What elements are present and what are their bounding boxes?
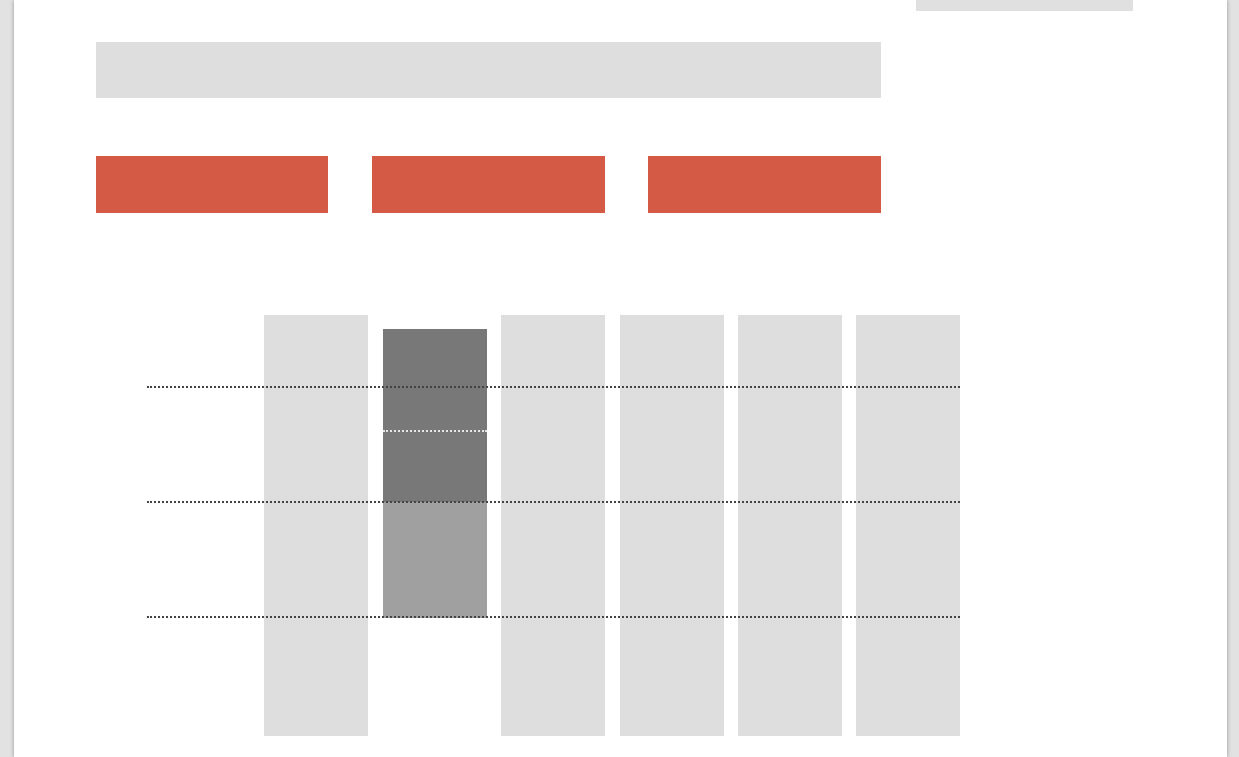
cefr-level-box [648, 156, 881, 213]
place-of-entry-box [96, 42, 881, 98]
grade-b-c-divider [383, 430, 487, 432]
level-b2-band [383, 502, 487, 618]
reading-column [501, 315, 605, 736]
cambridge-scale-ruler [264, 315, 368, 736]
overall-score-box [372, 156, 605, 213]
top-gray-box [916, 0, 1133, 11]
speaking-column [856, 315, 960, 736]
writing-column [620, 315, 724, 736]
grade-band-dark [383, 329, 487, 502]
listening-column [738, 315, 842, 736]
result-box [96, 156, 328, 213]
